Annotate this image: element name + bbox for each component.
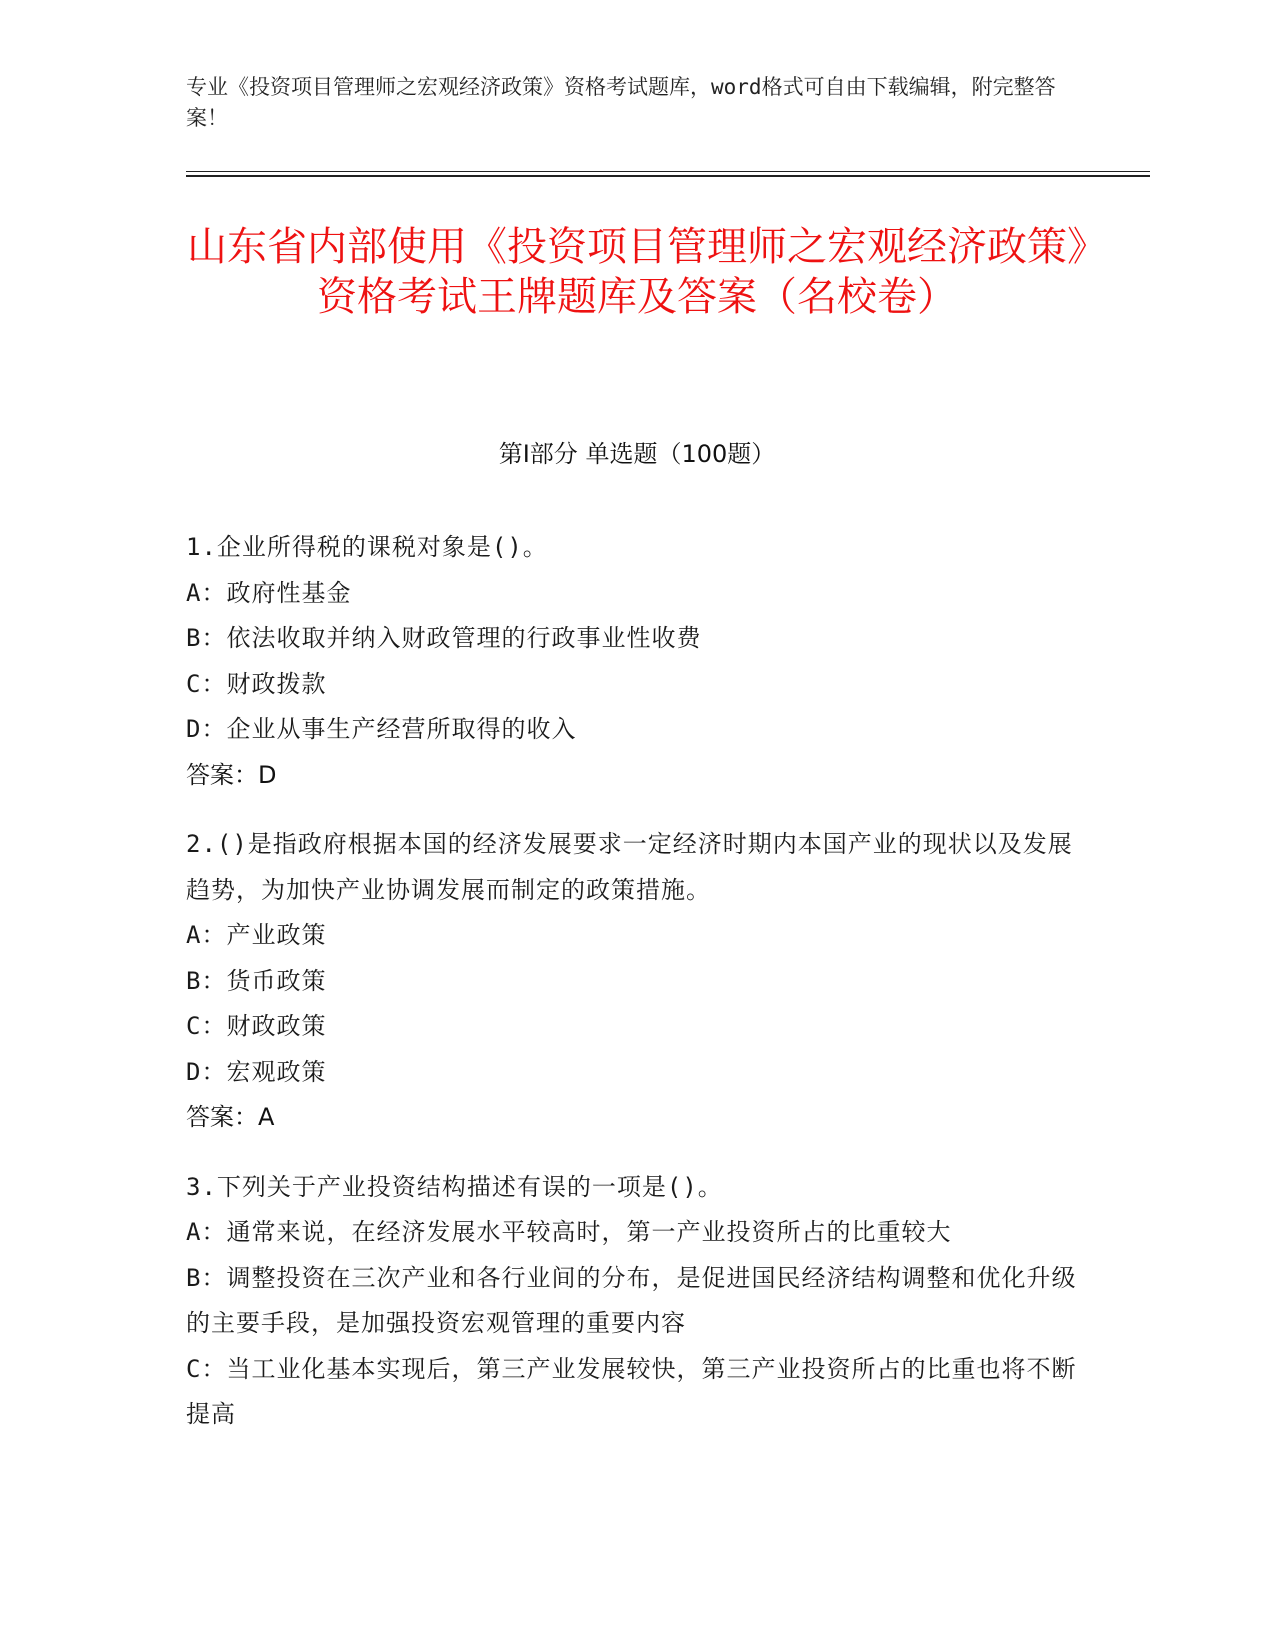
- option-text: 企业从事生产经营所取得的收入: [226, 715, 577, 743]
- option-text: 调整投资在三次产业和各行业间的分布，是促进国民经济结构调整和优化升级的主要手段，是加强投资宏观管理的重要内容: [186, 1263, 1077, 1337]
- option-c: [186, 1004, 1086, 1050]
- option-key: B：: [186, 1263, 227, 1292]
- option-text: 依法收取并纳入财政管理的行政事业性收费: [226, 624, 702, 652]
- option-a: [186, 913, 1086, 959]
- question-stem: 2.()是指政府根据本国的经济发展要求一定经济时期内本国产业的现状以及发展趋势，为加快产业协调发展而制定的政策措施。: [186, 830, 1073, 904]
- option-a: [186, 1210, 1086, 1256]
- option-key: B：: [186, 624, 227, 652]
- option-key: D：: [186, 1057, 227, 1086]
- question-list: [186, 525, 1086, 1462]
- document-title: 山东省内部使用《投资项目管理师之宏观经济政策》资格考试王牌题库及答案（名校卷）: [187, 224, 1087, 320]
- section-heading: 第Ⅰ部分 单选题（100题）: [498, 440, 776, 468]
- header-rule-top: [186, 171, 1150, 172]
- option-key: A：: [186, 578, 227, 607]
- question-stem: 3.下列关于产业投资结构描述有误的一项是()。: [186, 1172, 723, 1201]
- option-b: [186, 959, 1086, 1005]
- question-3: [186, 1165, 1086, 1438]
- answer-label: 答案：: [186, 1103, 258, 1131]
- option-d: [186, 1050, 1086, 1096]
- header-note: 专业《投资项目管理师之宏观经济政策》资格考试题库，word格式可自由下载编辑，附完整答案！: [186, 75, 1056, 130]
- option-key: C：: [186, 669, 227, 698]
- option-key: B：: [186, 966, 227, 995]
- option-d: [186, 707, 1086, 753]
- answer-value: A: [258, 1103, 275, 1131]
- option-key: A：: [186, 1218, 227, 1246]
- option-text: 财政政策: [226, 1012, 327, 1040]
- option-text: 财政拨款: [226, 669, 327, 698]
- option-key: C：: [186, 1012, 227, 1040]
- option-key: C：: [186, 1354, 227, 1383]
- option-key: D：: [186, 715, 227, 743]
- question-1: [186, 525, 1086, 798]
- option-text: 产业政策: [226, 921, 327, 949]
- option-a: [186, 571, 1086, 617]
- option-text: 政府性基金: [226, 578, 352, 607]
- option-key: A：: [186, 921, 227, 949]
- question-2: [186, 822, 1086, 1141]
- option-c: [186, 1347, 1086, 1438]
- option-b: [186, 616, 1086, 662]
- answer-label: 答案：: [186, 760, 258, 789]
- option-b: [186, 1256, 1086, 1347]
- option-text: 当工业化基本实现后，第三产业发展较快，第三产业投资所占的比重也将不断提高: [186, 1354, 1077, 1428]
- question-stem: 1.企业所得税的课税对象是()。: [186, 533, 548, 561]
- answer-line: [186, 753, 1086, 799]
- header-rule-bottom: [186, 175, 1150, 177]
- option-c: [186, 662, 1086, 708]
- option-text: 货币政策: [226, 966, 327, 995]
- option-text: 通常来说，在经济发展水平较高时，第一产业投资所占的比重较大: [226, 1218, 952, 1246]
- answer-value: D: [258, 760, 277, 789]
- option-text: 宏观政策: [226, 1057, 327, 1086]
- answer-line: [186, 1095, 1086, 1141]
